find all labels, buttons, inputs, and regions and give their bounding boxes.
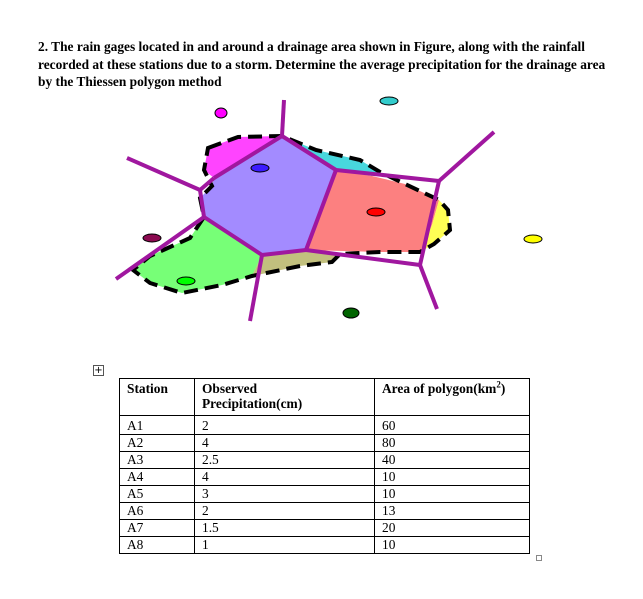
table-row <box>120 435 530 452</box>
table-row <box>120 503 530 520</box>
magenta-gage <box>215 108 227 118</box>
table-row <box>120 469 530 486</box>
yellow-gage <box>524 235 542 243</box>
cell-station: A7 <box>120 520 195 537</box>
cell-area: 60 <box>375 416 530 435</box>
thiessen-line <box>439 132 494 181</box>
cell-precipitation: 4 <box>195 435 375 452</box>
question-text: 2. The rain gages located in and around a drainage area shown in Figure, along with the rainfall recorded at these stations due to a storm. Determine the average precipitation for the drainage area by the Thiessen polygon method <box>38 39 606 89</box>
cell-station: A4 <box>120 469 195 486</box>
header-station: Station <box>120 379 195 416</box>
cell-station: A6 <box>120 503 195 520</box>
blue-gage <box>251 164 269 172</box>
header-area-close: ) <box>500 381 506 396</box>
cell-precipitation: 1.5 <box>195 520 375 537</box>
cell-station: A8 <box>120 537 195 554</box>
cell-precipitation: 1 <box>195 537 375 554</box>
table-row <box>120 416 530 435</box>
cell-precipitation: 2 <box>195 416 375 435</box>
thiessen-line <box>127 158 200 190</box>
cell-area: 10 <box>375 486 530 503</box>
red-gage <box>367 208 385 216</box>
table-move-handle-icon[interactable]: + <box>94 365 103 376</box>
header-observed-line2: Precipitation(cm) <box>202 396 303 411</box>
cell-area: 80 <box>375 435 530 452</box>
cell-area: 20 <box>375 520 530 537</box>
dark-green-gage <box>343 308 359 318</box>
green-gage <box>177 277 195 285</box>
header-area-sup: 2 <box>496 379 501 390</box>
header-area <box>375 379 530 416</box>
cell-area: 13 <box>375 503 530 520</box>
cyan-gage <box>380 97 398 105</box>
maroon-gage <box>143 234 161 242</box>
cell-area: 40 <box>375 452 530 469</box>
thiessen-line <box>420 265 437 309</box>
table-resize-handle[interactable] <box>536 555 542 561</box>
cell-station: A1 <box>120 416 195 435</box>
cell-precipitation: 3 <box>195 486 375 503</box>
header-area-text: Area of polygon(km <box>382 381 497 396</box>
cell-station: A5 <box>120 486 195 503</box>
thiessen-line <box>200 190 204 217</box>
thiessen-line <box>282 100 284 136</box>
cell-precipitation: 2.5 <box>195 452 375 469</box>
cell-precipitation: 2 <box>195 503 375 520</box>
header-observed-line1: Observed <box>202 381 258 396</box>
station-table <box>119 378 530 554</box>
table-header-row <box>120 379 530 416</box>
table-row <box>120 537 530 554</box>
table-row <box>120 486 530 503</box>
cell-precipitation: 4 <box>195 469 375 486</box>
cell-station: A2 <box>120 435 195 452</box>
cell-station: A3 <box>120 452 195 469</box>
table-row <box>120 452 530 469</box>
cell-area: 10 <box>375 469 530 486</box>
header-observed-precipitation <box>195 379 375 416</box>
table-row <box>120 520 530 537</box>
cell-area: 10 <box>375 537 530 554</box>
